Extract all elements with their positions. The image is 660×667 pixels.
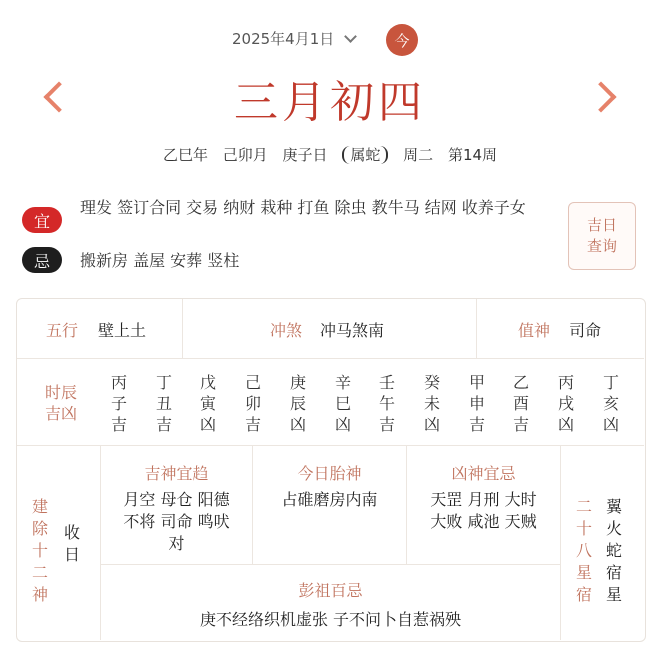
hour-zhi: 申 (468, 394, 485, 413)
hour-zhi: 寅 (199, 394, 216, 413)
grid-divider (17, 358, 644, 359)
lookup-button-label: 吉日查询 (586, 216, 617, 255)
hour-luck: 吉 (468, 415, 485, 434)
hour-column (152, 372, 176, 435)
hour-zhi: 亥 (602, 394, 619, 413)
hour-gan: 丁 (602, 373, 619, 392)
hour-gan: 己 (244, 373, 261, 392)
zhishen-value: 司命 (569, 321, 602, 340)
zhishen-label: 值神 (518, 321, 551, 340)
hour-zhi: 午 (378, 394, 395, 413)
ganzhi-year: 乙巳年 (162, 146, 208, 164)
hour-column (196, 372, 220, 435)
hour-zhi: 未 (423, 394, 440, 413)
hour-column (241, 372, 265, 435)
xingxiu-label: 二十八星宿 (575, 497, 592, 604)
pengzu-text: 庚不经络织机虚张 子不问卜自惹祸殃 (199, 610, 462, 629)
hour-gan: 丙 (110, 373, 127, 392)
date-picker[interactable] (232, 28, 355, 49)
hour-zhi: 辰 (289, 394, 306, 413)
hour-zhi: 丑 (155, 394, 172, 413)
hour-gan: 壬 (378, 373, 395, 392)
lunar-date: 三月初四 (234, 77, 426, 128)
hour-zhi: 卯 (244, 394, 261, 413)
hour-luck: 凶 (557, 415, 574, 434)
hour-luck: 吉 (378, 415, 395, 434)
chevron-down-icon (344, 30, 357, 43)
ganzhi-day: 庚子日 (282, 146, 328, 164)
hour-column (465, 372, 489, 435)
jishen-title: 吉神宜趋 (144, 464, 209, 483)
hour-column (107, 372, 131, 435)
hour-zhi: 子 (110, 394, 127, 413)
wuxing-label: 五行 (46, 321, 79, 340)
grid-divider (100, 564, 560, 565)
hour-zhi: 酉 (512, 394, 529, 413)
weekday: 周二 (403, 146, 434, 164)
ji-text: 搬新房 盖屋 安葬 竖柱 (80, 251, 240, 270)
hour-gan: 丙 (557, 373, 574, 392)
chongsha-label: 冲煞 (270, 321, 303, 340)
jishen-text: 月空 母仓 阳德 不将 司命 鸣吠 对 (123, 490, 230, 553)
hour-luck: 凶 (423, 415, 440, 434)
wuxing-value: 壁上土 (98, 321, 147, 340)
hour-gan: 丁 (155, 373, 172, 392)
grid-divider (560, 446, 561, 640)
hour-gan: 戊 (199, 373, 216, 392)
hour-luck: 吉 (244, 415, 261, 434)
current-date: 2025年4月1日 (232, 30, 335, 48)
hour-zhi: 巳 (334, 394, 351, 413)
jianchu-label: 建除十二神 (31, 497, 48, 604)
hours-label: 时辰吉凶 (44, 383, 77, 423)
zodiac: 属蛇 (342, 146, 388, 164)
auspicious-day-lookup-button[interactable] (568, 202, 636, 270)
hour-column (375, 372, 399, 435)
hour-luck: 吉 (110, 415, 127, 434)
hour-gan: 癸 (423, 373, 440, 392)
hour-luck: 吉 (512, 415, 529, 434)
pengzu-title: 彭祖百忌 (298, 581, 363, 600)
grid-divider (476, 299, 477, 358)
hour-luck: 凶 (602, 415, 619, 434)
hour-gan: 甲 (468, 373, 485, 392)
hour-luck: 凶 (334, 415, 351, 434)
hour-luck: 凶 (199, 415, 216, 434)
hour-gan: 乙 (512, 373, 529, 392)
week-number: 第14周 (447, 146, 498, 164)
jianchu-value: 收日 (63, 523, 80, 564)
taishen-title: 今日胎神 (297, 464, 362, 483)
xiongshen-text: 天罡 月刑 大时 大败 咸池 天贼 (430, 490, 537, 531)
hour-gan: 辛 (334, 373, 351, 392)
hour-zhi: 戌 (557, 394, 574, 413)
taishen-text: 占碓磨房内南 (281, 490, 378, 509)
hour-luck: 凶 (289, 415, 306, 434)
yi-badge: 宜 (22, 207, 62, 233)
today-button[interactable]: 今 (386, 24, 418, 56)
ganzhi-line (0, 144, 660, 165)
ganzhi-month: 己卯月 (222, 146, 268, 164)
xingxiu-value: 翼火蛇宿星 (605, 497, 622, 604)
hour-column (420, 372, 444, 435)
chongsha-value: 冲马煞南 (320, 321, 385, 340)
hour-column (554, 372, 578, 435)
hour-luck: 吉 (155, 415, 172, 434)
hour-gan: 庚 (289, 373, 306, 392)
hour-column (509, 372, 533, 435)
hour-column (599, 372, 623, 435)
grid-divider (17, 445, 644, 446)
yi-text: 理发 签订合同 交易 纳财 栽种 打鱼 除虫 教牛马 结网 收养子女 (80, 198, 526, 217)
grid-divider (182, 299, 183, 358)
xiongshen-title: 凶神宜忌 (451, 464, 516, 483)
ji-badge: 忌 (22, 247, 62, 273)
hour-column (331, 372, 355, 435)
hour-column (286, 372, 310, 435)
